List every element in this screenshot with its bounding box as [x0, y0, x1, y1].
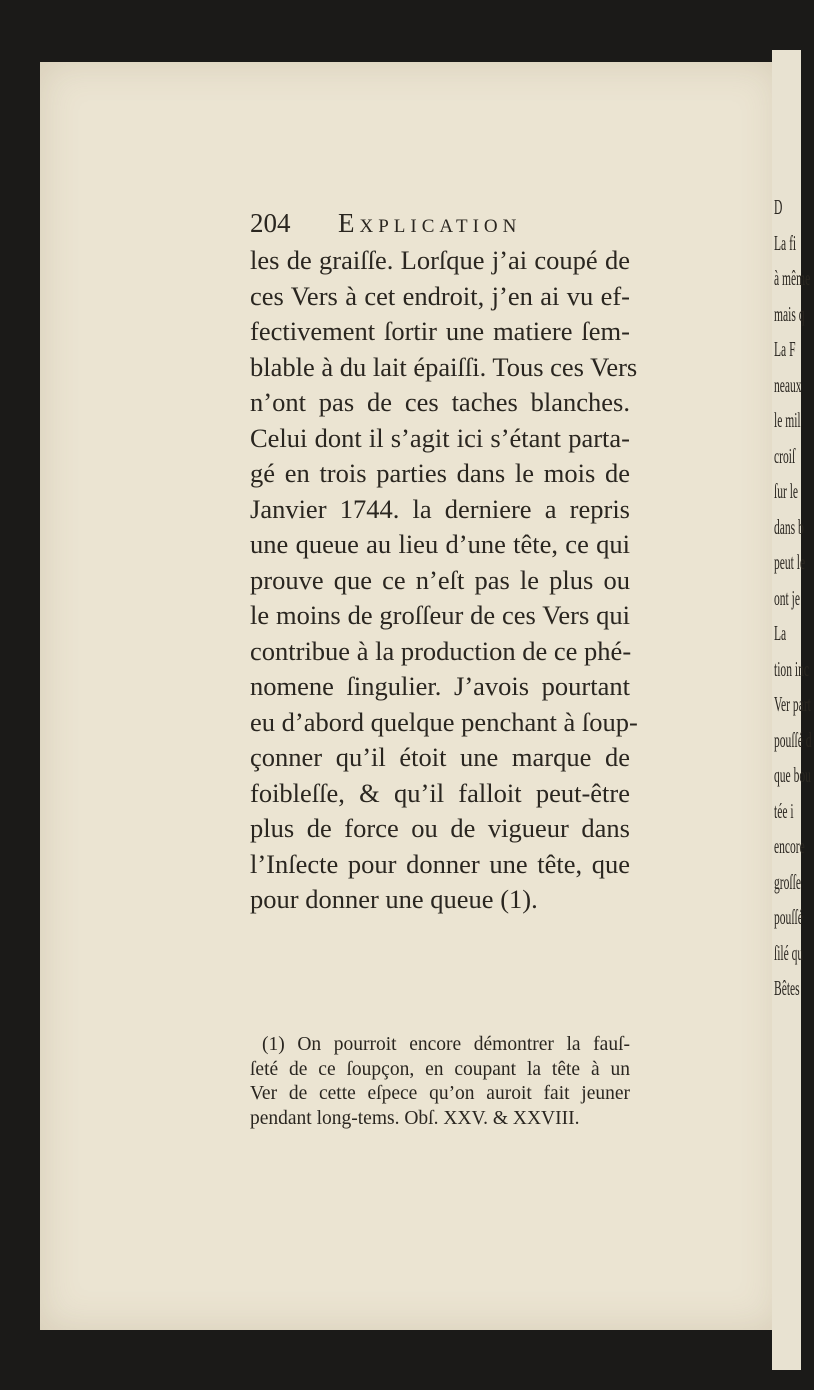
facing-page-fragment: ſur le	[774, 479, 799, 503]
facing-page-fragment: le mil	[774, 408, 801, 432]
footnote-line: ſeté de ce ſoupçon, en coupant la tête à un	[250, 1058, 630, 1080]
text-line: Celui dont il s’agit ici s’étant parta-	[250, 422, 630, 453]
footnote-line: (1) On pourroit encore démontrer la fauſ-	[262, 1034, 630, 1055]
facing-page-fragment: croiſ	[774, 443, 796, 468]
facing-page-fragment: groſſe	[774, 869, 801, 894]
facing-page-fragment: tion inc	[774, 656, 809, 681]
text-line: eu d’abord quelque penchant à ſoup-	[250, 706, 638, 737]
footnote-line: Ver de cette eſpece qu’on auroit fait jeuner	[250, 1083, 630, 1104]
footnote-line: pendant long-tems. Obſ. XXV. & XXVIII.	[250, 1107, 580, 1129]
text-line: ces Vers à cet endroit, j’en ai vu ef-	[250, 280, 630, 311]
facing-page-fragment: encore	[774, 834, 805, 858]
text-line: çonner qu’il étoit une marque de	[250, 742, 630, 772]
text-line: foibleſſe, & qu’il falloit peut-être	[250, 777, 630, 808]
facing-page-fragment: à même	[774, 266, 811, 290]
footnote	[250, 1033, 630, 1131]
text-line: le moins de groſſeur de ces Vers qui	[250, 600, 630, 630]
facing-page-text	[774, 190, 814, 1007]
facing-page-fragment: ſilé qu	[774, 940, 804, 965]
facing-page-fragment: neaux	[774, 372, 802, 397]
text-line: gé en trois parties dans le mois de	[250, 458, 630, 488]
facing-page-fragment: pouſſé d	[774, 727, 812, 752]
facing-page-fragment: ont je	[774, 585, 800, 610]
text-line: l’Inſecte pour donner une tête, que	[250, 848, 630, 879]
running-head: Explication	[338, 208, 522, 238]
facing-page-edge	[772, 50, 812, 1370]
facing-page-fragment: La fi	[774, 230, 797, 255]
text-line: une queue au lieu d’une tête, ce qui	[250, 529, 630, 559]
body-text	[250, 243, 638, 918]
text-line: les de graiſſe. Lorſque j’ai coupé de	[250, 245, 630, 275]
facing-page-fragment: Bêtes	[774, 976, 800, 1000]
text-line: prouve que ce n’eſt pas le plus ou	[250, 564, 630, 595]
text-line: fectivement ſortir une matiere ſem-	[250, 316, 630, 346]
text-line: contribue à la production de ce phé-	[250, 635, 632, 666]
text-line: plus de force ou de vigueur dans	[250, 813, 630, 843]
text-line: nomene ſingulier. J’avois pourtant	[250, 671, 630, 701]
facing-page-fragment: pouſſé	[774, 905, 803, 929]
facing-page-fragment: D	[774, 195, 783, 219]
facing-page-fragment: tée i	[774, 798, 794, 823]
text-line: pour donner une queue (1).	[250, 884, 538, 914]
facing-page-fragment: peut le	[774, 550, 806, 574]
facing-page-fragment: La F	[774, 337, 796, 361]
text-line: Janvier 1744. la derniere a repris	[250, 493, 630, 524]
facing-page-fragment: La	[774, 621, 787, 645]
text-line: n’ont pas de ces taches blanches.	[250, 387, 630, 417]
facing-page-fragment: Ver part	[774, 692, 811, 716]
page-header	[250, 208, 630, 244]
facing-page-fragment: dans b	[774, 514, 804, 539]
facing-page-fragment: mais q	[774, 301, 805, 326]
text-line: blable à du lait épaiſſi. Tous ces Vers	[250, 351, 638, 382]
facing-page-fragment: que bou	[774, 763, 811, 787]
page-number: 204	[250, 208, 291, 238]
